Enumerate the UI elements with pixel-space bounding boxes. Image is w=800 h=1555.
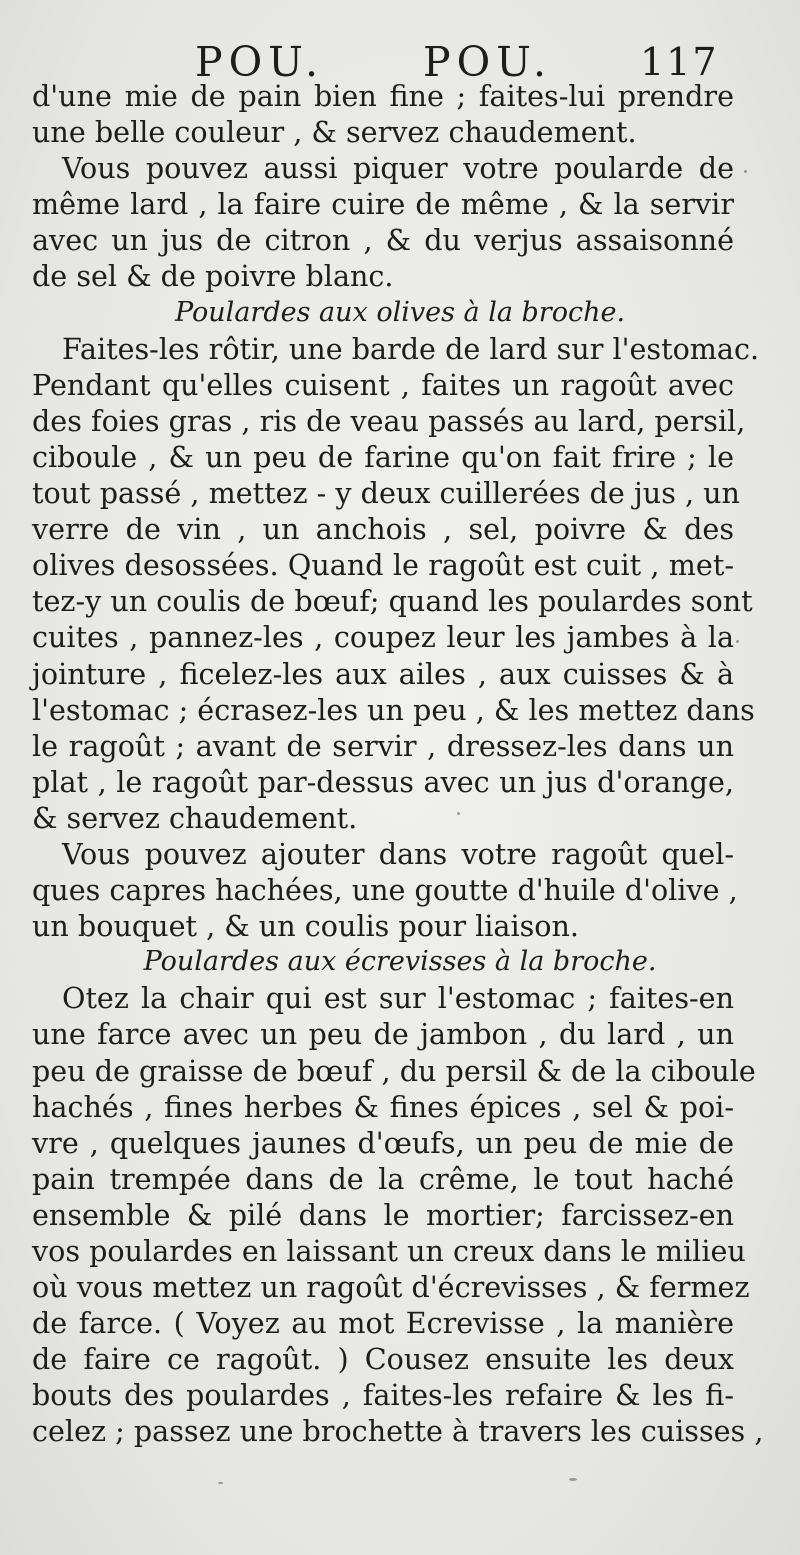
text-line: jointure , ficelez-les aux ailes , aux cuisses & à <box>32 656 734 691</box>
text-line: l'estomac ; écrasez-les un peu , & les mettez dans <box>32 692 755 727</box>
text-line: pain trempée dans de la crême, le tout haché <box>32 1161 734 1196</box>
header-right-title: POU. <box>423 38 553 86</box>
text-line: tout passé , mettez - y deux cuillerées de jus , un <box>32 476 740 511</box>
text-line: verre de vin , un anchois , sel, poivre & des <box>32 512 734 547</box>
text-line: & servez chaudement. <box>32 800 358 835</box>
text-line: Pendant qu'elles cuisent , faites un ragoût avec <box>32 367 734 402</box>
paragraph-first-line: Faites-les rôtir, une barde de lard sur l'estomac. <box>62 331 760 366</box>
recipe-heading: Poulardes aux olives à la broche. <box>174 296 626 328</box>
text-line: bouts des poulardes , faites-les refaire & les fi- <box>32 1378 734 1413</box>
text-line: vos poulardes en laissant un creux dans le milieu <box>32 1234 746 1268</box>
paragraph-first-line: Otez la chair qui est sur l'estomac ; faites-en <box>62 981 734 1016</box>
text-line: de sel & de poivre blanc. <box>32 259 394 294</box>
text-line: vre , quelques jaunes d'œufs, un peu de mie de <box>32 1125 734 1160</box>
text-line: avec un jus de citron , & du verjus assaisonné <box>32 223 734 258</box>
paper-speck <box>736 640 739 643</box>
text-line: un bouquet , & un coulis pour liaison. <box>32 909 579 944</box>
text-line: hachés , fines herbes & fines épices , sel & poi- <box>32 1089 734 1124</box>
text-line: de faire ce ragoût. ) Cousez ensuite les deux <box>32 1342 734 1377</box>
text-line: où vous mettez un ragoût d'écrevisses , & fermez <box>32 1270 750 1305</box>
body-text <box>32 78 764 1450</box>
paragraph-first-line: Vous pouvez ajouter dans votre ragoût quel- <box>62 836 734 871</box>
text-line: le ragoût ; avant de servir , dressez-les dans un <box>32 728 734 763</box>
page-number: 117 <box>640 40 719 84</box>
text-line: d'une mie de pain bien fine ; faites-lui prendre <box>32 79 734 113</box>
paper-speck <box>569 1478 577 1481</box>
paragraph-first-line: Vous pouvez aussi piquer votre poularde de <box>62 151 734 186</box>
text-line: même lard , la faire cuire de même , & la servir <box>32 187 734 222</box>
text-line: des foies gras , ris de veau passés au lard, persil, <box>32 403 746 438</box>
text-line: olives desossées. Quand le ragoût est cuit , met- <box>32 548 734 583</box>
text-line: ciboule , & un peu de farine qu'on fait frire ; le <box>32 439 734 474</box>
text-line: celez ; passez une brochette à travers les cuisses , <box>32 1414 764 1449</box>
recipe-heading: Poulardes aux écrevisses à la broche. <box>143 946 657 978</box>
paper-speck <box>218 1482 223 1484</box>
text-line: une belle couleur , & servez chaudement. <box>32 115 637 150</box>
text-line: cuites , pannez-les , coupez leur les jambes à la <box>32 620 734 655</box>
header-left-title: POU. <box>195 38 325 86</box>
text-line: plat , le ragoût par-dessus avec un jus d'orange, <box>32 764 734 799</box>
paper-speck <box>744 170 747 173</box>
paper-speck <box>457 812 460 815</box>
text-line: une farce avec un peu de jambon , du lard , un <box>32 1017 734 1052</box>
text-line: peu de graisse de bœuf , du persil & de la ciboule <box>32 1053 756 1088</box>
text-line: ques capres hachées, une goutte d'huile d'olive , <box>32 873 738 908</box>
text-line: de farce. ( Voyez au mot Ecrevisse , la manière <box>32 1306 734 1341</box>
text-line: tez-y un coulis de bœuf; quand les poulardes sont <box>32 584 753 619</box>
text-line: ensemble & pilé dans le mortier; farcissez-en <box>32 1197 734 1232</box>
